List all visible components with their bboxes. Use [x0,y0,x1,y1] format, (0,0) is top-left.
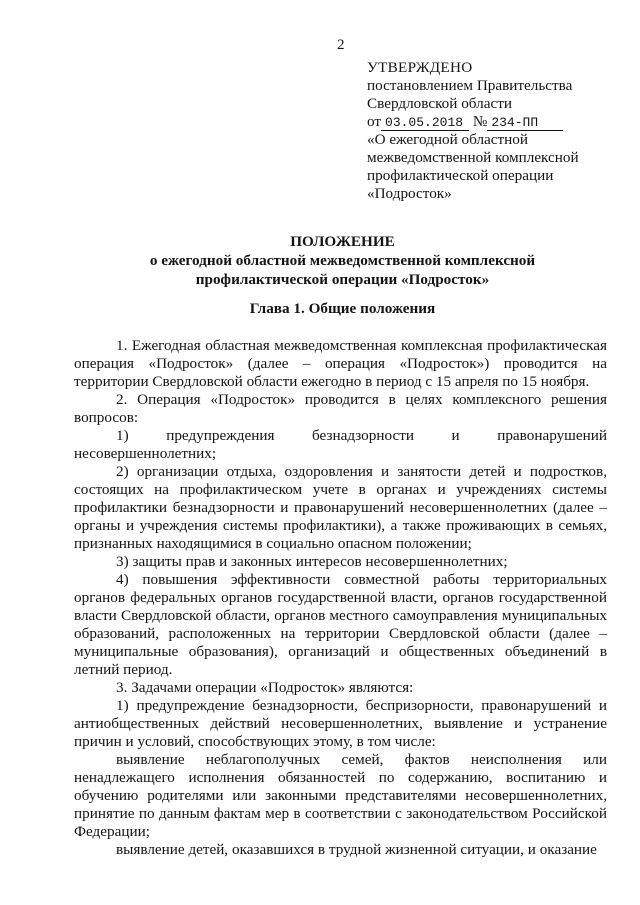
approval-line-2: Свердловской области [367,95,512,112]
approval-subject-line: «Подросток» [367,185,452,202]
document-body [74,337,607,859]
paragraph: 1) предупреждения безнадзорности и правонарушений несовершеннолетних; [74,427,607,462]
paragraph: 4) повышения эффективности совместной работы территориальных органов федеральных органов государственной власти, органов государственной власти Свердловской области, органов местного самоуправления муниципальных образований, расположенных на территории Свердловской области (далее – муниципальные образования), организаций и общественных объединений в летний период. [74,571,607,678]
approval-date-number-row [367,113,617,131]
approval-line-1: постановлением Правительства [367,77,573,94]
approval-date: 03.05.2018 [385,115,464,130]
from-label: от [367,113,382,130]
paragraph: 1) предупреждение безнадзорности, беспризорности, правонарушений и антиобщественных действий несовершеннолетних, выявление и устранение причин и условий, способствующих этому, в том числе: [74,697,607,750]
number-label: № [472,113,488,130]
paragraph: 2. Операция «Подросток» проводится в целях комплексного решения вопросов: [74,391,607,426]
paragraph: выявление неблагополучных семей, фактов неисполнения или ненадлежащего исполнения обязанностей по содержанию, воспитанию и обучению родителями или законными представителями несовершеннолетних, принятие по данным фактам мер в соответствии с законодательством Российской Федерации; [74,751,607,840]
chapter-heading: Глава 1. Общие положения [249,300,436,317]
approval-subject-line: профилактической операции [367,167,554,184]
paragraph: выявление детей, оказавшихся в трудной жизненной ситуации, и оказание [116,841,597,858]
paragraph: 3) защиты прав и законных интересов несовершеннолетних; [116,553,508,570]
approval-subject-line: межведомственной комплексной [367,149,579,166]
approval-number: 234-ПП [491,115,539,130]
paragraph: 1. Ежегодная областная межведомственная комплексная профилактическая операция «Подросток» (далее – операция «Подросток») проводится на территории Свердловской области ежегодно в период с 15 апреля по 15 ноября. [74,337,607,390]
document-title: ПОЛОЖЕНИЕ [290,233,395,250]
paragraph: 3. Задачами операции «Подросток» являются: [116,679,414,696]
approval-subject-line: «О ежегодной областной [367,131,529,148]
document-header [95,232,590,289]
document-subtitle-line-1: о ежегодной областной межведомственной комплексной [149,252,536,269]
page-number: 2 [337,37,345,53]
paragraph: 2) организации отдыха, оздоровления и занятости детей и подростков, состоящих на профилактическом учете в органах и учреждениях системы профилактики безнадзорности и правонарушений несовершеннолетних (далее – органы и учреждения системы профилактики), а также проживающих в семьях, признанных находящимися в социально опасном положении; [74,463,607,552]
approval-title: УТВЕРЖДЕНО [367,59,473,76]
approval-block [367,59,617,203]
document-subtitle-line-2: профилактической операции «Подросток» [195,271,490,288]
